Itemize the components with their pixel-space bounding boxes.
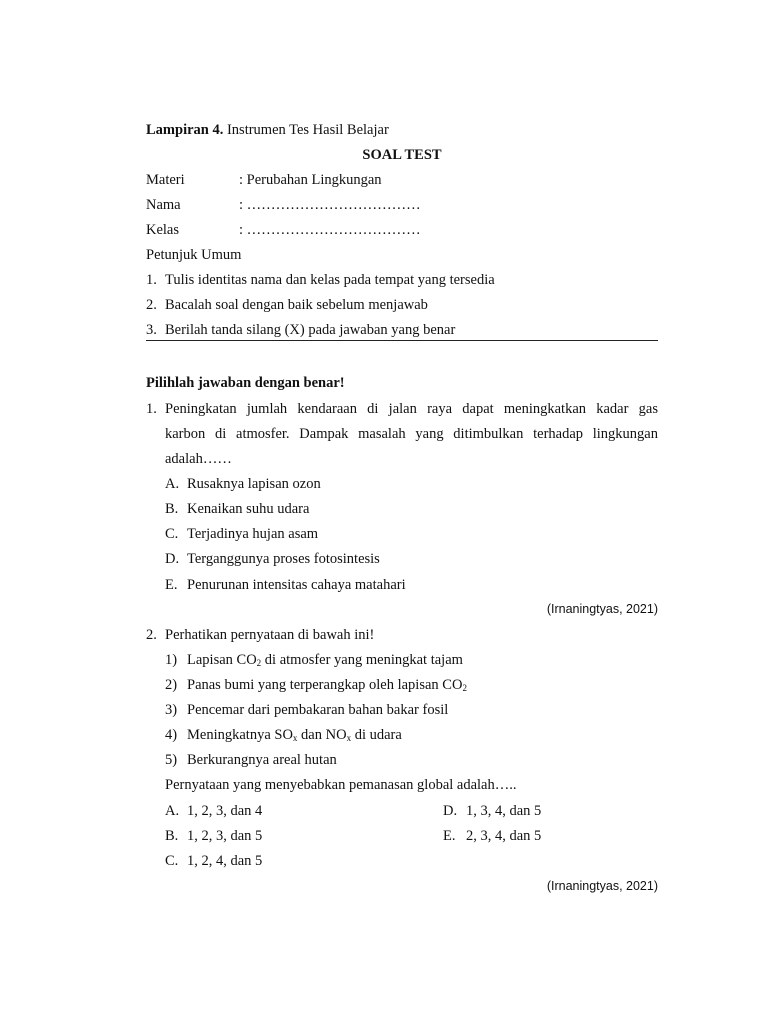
- field-value-materi: : Perubahan Lingkungan: [239, 172, 382, 188]
- option-letter: B.: [165, 828, 179, 844]
- question-number: 2.: [146, 627, 157, 643]
- option-text: 1, 2, 3, dan 4: [187, 803, 263, 819]
- citation: (Irnaningtyas, 2021): [546, 879, 658, 893]
- option-text: Rusaknya lapisan ozon: [187, 476, 321, 492]
- question-prompt: Pernyataan yang menyebabkan pemanasan global adalah…..: [165, 777, 517, 793]
- statement-number: 4): [165, 727, 178, 743]
- appendix-heading: [146, 121, 389, 139]
- instruction-text: Tulis identitas nama dan kelas pada tempat yang tersedia: [165, 272, 495, 288]
- option-text: Terganggunya proses fotosintesis: [187, 551, 380, 567]
- appendix-label: Lampiran 4.: [146, 122, 224, 138]
- instruction-number: 3.: [146, 322, 157, 338]
- option-letter: E.: [165, 577, 178, 593]
- test-title: SOAL TEST: [362, 147, 442, 163]
- field-label-kelas: Kelas: [146, 222, 180, 238]
- option-text: 2, 3, 4, dan 5: [466, 828, 542, 844]
- option-letter: C.: [165, 853, 179, 869]
- option-letter: A.: [165, 803, 180, 819]
- instruction-number: 1.: [146, 272, 157, 288]
- option-letter: D.: [165, 551, 180, 567]
- statement-text: Lapisan $CO_2$ di atmosfer yang meningkat tajam: [187, 652, 463, 668]
- statement-text: Meningkatnya $SO_x$ dan $NO_x$ di udara: [187, 727, 402, 743]
- statement-text: Panas bumi yang terperangkap oleh lapisan $CO_2$: [187, 677, 467, 693]
- question-text-line: Peningkatan jumlah kendaraan di jalan raya dapat meningkatkan kadar gas: [165, 401, 658, 417]
- option-text: Penurunan intensitas cahaya matahari: [187, 577, 406, 593]
- option-text: Terjadinya hujan asam: [187, 526, 319, 542]
- citation: (Irnaningtyas, 2021): [546, 602, 658, 616]
- option-letter: D.: [443, 803, 458, 819]
- instruction-text: Berilah tanda silang (X) pada jawaban yang benar: [165, 322, 456, 338]
- question-number: 1.: [146, 401, 157, 417]
- instruction-number: 2.: [146, 297, 157, 313]
- option-letter: B.: [165, 501, 179, 517]
- field-label-materi: Materi: [146, 172, 185, 188]
- field-value-nama: : ………………………………: [239, 197, 421, 213]
- statement-number: 5): [165, 752, 178, 768]
- instructions-heading: Petunjuk Umum: [146, 247, 242, 263]
- option-letter: C.: [165, 526, 179, 542]
- field-value-kelas: : ………………………………: [239, 222, 421, 238]
- section-title: Pilihlah jawaban dengan benar!: [146, 375, 345, 391]
- question-text-line: adalah……: [165, 451, 232, 467]
- appendix-title: Instrumen Tes Hasil Belajar: [223, 122, 389, 138]
- instruction-text: Bacalah soal dengan baik sebelum menjawab: [165, 297, 428, 313]
- field-label-nama: Nama: [146, 197, 181, 213]
- question-text-line: karbon di atmosfer. Dampak masalah yang ditimbulkan terhadap lingkungan: [165, 426, 658, 442]
- statement-text: Pencemar dari pembakaran bahan bakar fosil: [187, 702, 449, 718]
- statement-number: 3): [165, 702, 178, 718]
- statement-number: 1): [165, 652, 178, 668]
- question-intro: Perhatikan pernyataan di bawah ini!: [165, 627, 375, 643]
- option-letter: A.: [165, 476, 180, 492]
- option-text: 1, 2, 4, dan 5: [187, 853, 263, 869]
- header-divider: [146, 340, 658, 341]
- option-letter: E.: [443, 828, 456, 844]
- statement-number: 2): [165, 677, 178, 693]
- option-text: 1, 2, 3, dan 5: [187, 828, 263, 844]
- option-text: Kenaikan suhu udara: [187, 501, 310, 517]
- option-text: 1, 3, 4, dan 5: [466, 803, 542, 819]
- statement-text: Berkurangnya areal hutan: [187, 752, 337, 768]
